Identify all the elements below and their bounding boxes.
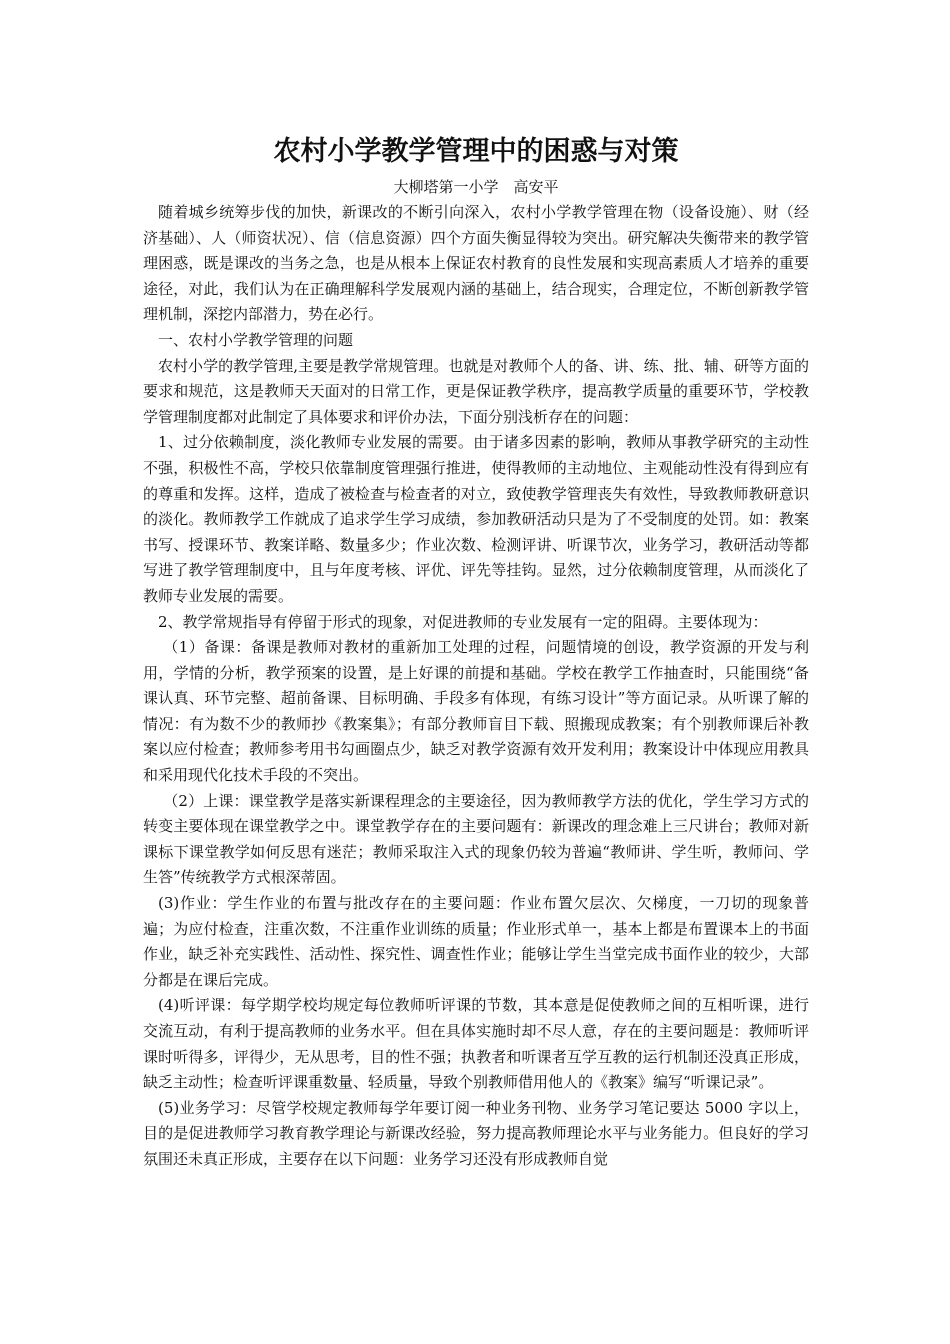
- body-paragraph: 农村小学的教学管理,主要是教学常规管理。也就是对教师个人的备、讲、练、批、辅、研等方面的要求和规范，这是教师天天面对的日常工作，更是保证教学秩序，提高教学质量的重要环节，学校教学管理制度都对此制定了具体要求和评价办法，下面分别浅析存在的问题：: [143, 356, 809, 426]
- intro-paragraph: 随着城乡统筹步伐的加快，新课改的不断引向深入，农村小学教学管理在物（设备设施）、财（经济基础）、人（师资状况）、信（信息资源）四个方面失衡显得较为突出。研究解决失衡带来的教学管理困惑，既是课改的当务之急，也是从根本上保证农村教育的良性发展和实现高素质人才培养的重要途径，对此，我们认为在正确理解科学发展观内涵的基础上，结合现实，合理定位，不断创新教学管理机制，深挖内部潜力，势在必行。: [143, 203, 809, 324]
- body-paragraph: 2、教学常规指导有停留于形式的现象，对促进教师的专业发展有一定的阻碍。主要体现为：: [158, 612, 768, 631]
- body-paragraph: (5)业务学习：尽管学校规定教师每学年要订阅一种业务刊物、业务学习笔记要达 5000 字以上，目的是促进教师学习教育教学理论与新课改经验，努力提高教师理论水平与业务能力。但良好的学习氛围还未真正形成，主要存在以下问题：业务学习还没有形成教师自觉: [143, 1098, 809, 1168]
- document-page: [143, 130, 809, 1173]
- body-paragraph: (4)听评课：每学期学校均规定每位教师听评课的节数，其本意是促使教师之间的互相听课，进行交流互动，有利于提高教师的业务水平。但在具体实施时却不尽人意，存在的主要问题是：教师听评课时听得多，评得少，无从思考，目的性不强；执教者和听课者互学互教的运行机制还没真正形成，缺乏主动性；检查听评课重数量、轻质量，导致个别教师借用他人的《教案》编写“听课记录”。: [143, 996, 809, 1092]
- document-author: 大柳塔第一小学 高安平: [393, 178, 559, 196]
- document-title: 农村小学教学管理中的困惑与对策: [273, 136, 679, 167]
- body-paragraph: 1、过分依赖制度，淡化教师专业发展的需要。由于诸多因素的影响，教师从事教学研究的主动性不强，积极性不高，学校只依靠制度管理强行推进，使得教师的主动地位、主观能动性没有得到应有的尊重和发挥。这样，造成了被检查与检查者的对立，致使教学管理丧失有效性，导致教师教研意识的淡化。教师教学工作就成了追求学生学习成绩，参加教研活动只是为了不受制度的处罚。如：教案书写、授课环节、教案详略、数量多少；作业次数、检测评讲、听课节次，业务学习，教研活动等都写进了教学管理制度中，且与年度考核、评优、评先等挂钩。显然，过分依赖制度管理，从而淡化了教师专业发展的需要。: [143, 433, 809, 605]
- body-paragraph: （2）上课：课堂教学是落实新课程理念的主要途径，因为教师教学方法的优化，学生学习方式的转变主要体现在课堂教学之中。课堂教学存在的主要问题有：新课改的理念难上三尺讲台；教师对新课标下课堂教学如何反思有迷茫；教师采取注入式的现象仍较为普遍“教师讲、学生听，教师问、学生答”传统教学方式根深蒂固。: [143, 791, 809, 887]
- body-paragraph: （1）备课：备课是教师对教材的重新加工处理的过程，问题情境的创设，教学资源的开发与利用，学情的分析，教学预案的设置，是上好课的前提和基础。学校在教学工作抽查时，只能围绕“备课认真、环节完整、超前备课、目标明确、手段多有体现，有练习设计”等方面记录。从听课了解的情况：有为数不少的教师抄《教案集》；有部分教师盲目下载、照搬现成教案；有个别教师课后补教案以应付检查；教师参考用书勾画圈点少，缺乏对教学资源有效开发利用；教案设计中体现应用教具和采用现代化技术手段的不突出。: [143, 638, 809, 785]
- body-paragraph: (3)作业：学生作业的布置与批改存在的主要问题：作业布置欠层次、欠梯度，一刀切的现象普遍；为应付检查，注重次数，不注重作业训练的质量；作业形式单一，基本上都是布置课本上的书面作业，缺乏补充实践性、活动性、探究性、调查性作业；能够让学生当堂完成书面作业的较少，大部分都是在课后完成。: [143, 894, 809, 989]
- section-heading: 一、农村小学教学管理的问题: [158, 330, 354, 349]
